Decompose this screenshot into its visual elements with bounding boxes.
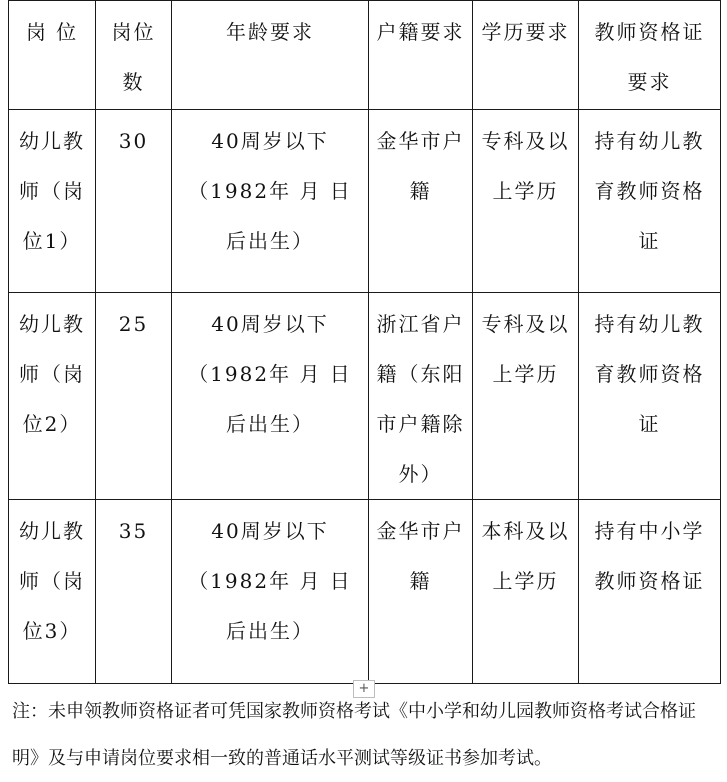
header-household: 户籍要求 xyxy=(369,1,473,110)
cell-household: 金华市户籍 xyxy=(369,110,473,293)
cell-education: 专科及以上学历 xyxy=(473,293,579,500)
cell-count: 25 xyxy=(96,293,172,500)
cell-education: 专科及以上学历 xyxy=(473,110,579,293)
cell-count: 30 xyxy=(96,110,172,293)
cell-count: 35 xyxy=(96,500,172,684)
header-education: 学历要求 xyxy=(473,1,579,110)
cell-position: 幼儿教师（岗位2） xyxy=(9,293,96,500)
table-row xyxy=(9,500,721,684)
header-position: 岗 位 xyxy=(9,1,96,110)
header-count: 岗位数 xyxy=(96,1,172,110)
cell-household: 浙江省户籍（东阳市户籍除外） xyxy=(369,293,473,500)
footnote: 注：未申领教师资格证者可凭国家教师资格考试《中小学和幼儿园教师资格考试合格证明》及与申请岗位要求相一致的普通话水平测试等级证书参加考试。 xyxy=(12,701,696,769)
table-add-row-handle[interactable]: + xyxy=(353,680,375,698)
cell-age: 40周岁以下（1982年 月 日后出生） xyxy=(172,110,369,293)
cell-age: 40周岁以下（1982年 月 日后出生） xyxy=(172,500,369,684)
cell-certificate: 持有幼儿教育教师资格证 xyxy=(579,110,721,293)
table-row xyxy=(9,110,721,293)
cell-age: 40周岁以下（1982年 月 日后出生） xyxy=(172,293,369,500)
header-age: 年龄要求 xyxy=(172,1,369,110)
cell-certificate: 持有中小学教师资格证 xyxy=(579,500,721,684)
cell-certificate: 持有幼儿教育教师资格证 xyxy=(579,293,721,500)
cell-position: 幼儿教师（岗位3） xyxy=(9,500,96,684)
cell-household: 金华市户籍 xyxy=(369,500,473,684)
table-row xyxy=(9,293,721,500)
cell-education: 本科及以上学历 xyxy=(473,500,579,684)
recruitment-table xyxy=(8,0,721,684)
cell-position: 幼儿教师（岗位1） xyxy=(9,110,96,293)
header-certificate: 教师资格证要求 xyxy=(579,1,721,110)
table-header-row xyxy=(9,1,721,110)
